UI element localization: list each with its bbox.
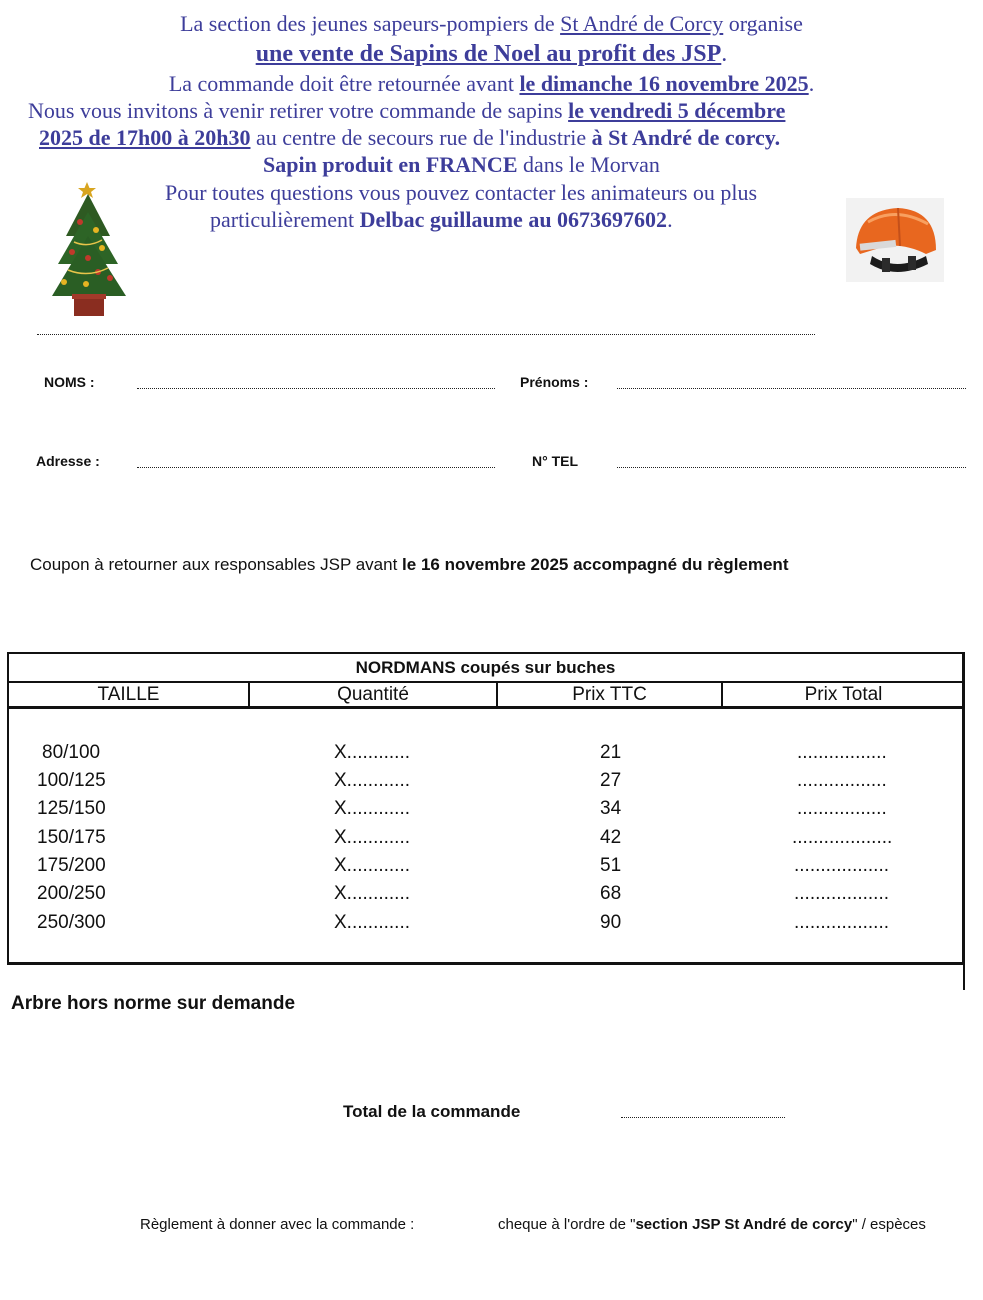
column-header-quantite: Quantité bbox=[250, 681, 498, 709]
column-header-prix-ttc: Prix TTC bbox=[498, 681, 723, 709]
header-line-6: Sapin produit en FRANCE dans le Morvan bbox=[263, 152, 660, 177]
tel-label: N° TEL bbox=[532, 453, 579, 469]
table-title: NORDMANS coupés sur buches bbox=[9, 654, 962, 683]
firefighter-helmet-icon bbox=[846, 198, 944, 282]
table-edge-line bbox=[963, 962, 965, 990]
contact: Delbac guillaume au 0673697602 bbox=[359, 207, 668, 232]
payment-method: cheque à l'ordre de "section JSP St André de corcy" / espèces bbox=[498, 1216, 926, 1233]
header-line-1: La section des jeunes sapeurs-pompiers de St André de Corcy organise bbox=[180, 11, 803, 36]
pickup-place: à St André de corcy. bbox=[591, 125, 781, 150]
tel-field[interactable] bbox=[617, 467, 966, 468]
separator-line bbox=[37, 334, 815, 335]
noms-field[interactable] bbox=[137, 388, 495, 389]
table-row: 200/250 X............ 68 .................. bbox=[37, 883, 890, 904]
table-row: 250/300 X............ 90 .................. bbox=[37, 912, 890, 933]
table-row: 175/200 X............ 51 .................. bbox=[37, 855, 890, 876]
adresse-label: Adresse : bbox=[36, 453, 100, 469]
table-row: 125/150 X............ 34 ................. bbox=[37, 798, 887, 819]
pickup-date: le vendredi 5 décembre bbox=[568, 98, 786, 123]
total-field[interactable] bbox=[621, 1117, 785, 1118]
payment-label: Règlement à donner avec la commande : bbox=[140, 1216, 415, 1233]
oversize-note: Arbre hors norme sur demande bbox=[11, 993, 296, 1014]
order-table bbox=[7, 652, 965, 965]
total-label: Total de la commande bbox=[343, 1102, 521, 1121]
deadline-date: le dimanche 16 novembre 2025 bbox=[519, 71, 809, 96]
coupon-instruction: Coupon à retourner aux responsables JSP avant le 16 novembre 2025 accompagné du règlement bbox=[30, 555, 789, 574]
column-header-prix-total: Prix Total bbox=[723, 681, 964, 709]
header-line-8: particulièrement Delbac guillaume au 0673697602. bbox=[210, 207, 673, 232]
header-line-2: une vente de Sapins de Noel au profit des JSP. bbox=[255, 41, 728, 67]
header-line-5: 2025 de 17h00 à 20h30 au centre de secours rue de l'industrie à St André de corcy. bbox=[39, 125, 781, 150]
column-header-taille: TAILLE bbox=[9, 681, 250, 709]
prenoms-field[interactable] bbox=[617, 388, 966, 389]
christmas-tree-icon bbox=[50, 178, 128, 320]
prenoms-label: Prénoms : bbox=[520, 374, 589, 390]
pickup-time: 2025 de 17h00 à 20h30 bbox=[39, 125, 251, 150]
town-name: St André de Corcy bbox=[560, 11, 724, 36]
noms-label: NOMS : bbox=[44, 374, 95, 390]
header-line-4: Nous vous invitons à venir retirer votre commande de sapins le vendredi 5 décembre bbox=[28, 98, 786, 123]
header-line-3: La commande doit être retournée avant le dimanche 16 novembre 2025. bbox=[168, 71, 815, 96]
payee: section JSP St André de corcy bbox=[635, 1216, 853, 1233]
header-line-7: Pour toutes questions vous pouvez contacter les animateurs ou plus bbox=[165, 180, 758, 205]
table-row: 80/100 X............ 21 ................. bbox=[42, 742, 887, 763]
table-row: 150/175 X............ 42 ................... bbox=[37, 827, 893, 848]
table-row: 100/125 X............ 27 ................. bbox=[37, 770, 887, 791]
sale-title: une vente de Sapins de Noel au profit des JSP bbox=[255, 41, 722, 67]
adresse-field[interactable] bbox=[137, 467, 495, 468]
